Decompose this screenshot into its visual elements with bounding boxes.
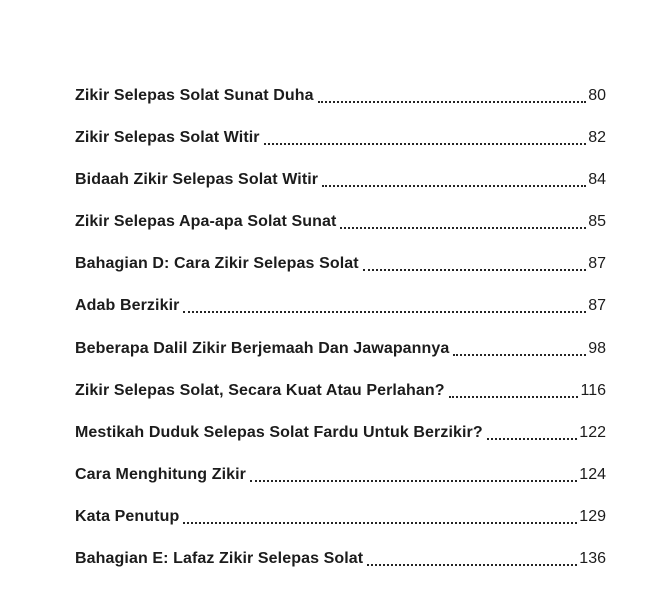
toc-entry-title: Zikir Selepas Apa-apa Solat Sunat — [75, 213, 337, 231]
toc-page-number: 84 — [588, 171, 606, 189]
toc-dot-leader — [363, 269, 587, 271]
toc-entry — [75, 86, 606, 106]
table-of-contents — [75, 86, 606, 591]
toc-entry-title: Adab Berzikir — [75, 297, 180, 315]
toc-dot-leader — [322, 185, 586, 187]
toc-dot-leader — [340, 227, 586, 229]
toc-entry — [75, 254, 606, 274]
toc-page-number: 116 — [580, 381, 606, 399]
toc-dot-leader — [487, 438, 578, 440]
toc-entry-title: Bahagian E: Lafaz Zikir Selepas Solat — [75, 550, 364, 568]
toc-entry — [75, 549, 606, 569]
toc-entry — [75, 381, 606, 401]
toc-page-number: 124 — [579, 465, 606, 483]
toc-page-number: 87 — [588, 255, 606, 273]
toc-entry-title: Mestikah Duduk Selepas Solat Fardu Untuk Berzikir? — [75, 423, 483, 441]
toc-entry-title: Zikir Selepas Solat, Secara Kuat Atau Perlahan? — [75, 381, 445, 399]
toc-dot-leader — [264, 143, 587, 145]
toc-entry — [75, 339, 606, 359]
toc-entry — [75, 296, 606, 316]
toc-page-number: 80 — [588, 87, 606, 104]
toc-entry — [75, 170, 606, 190]
toc-entry-title: Bahagian D: Cara Zikir Selepas Solat — [75, 255, 359, 273]
toc-entry-title: Bidaah Zikir Selepas Solat Witir — [75, 171, 319, 189]
toc-entry — [75, 507, 606, 527]
toc-page-number: 87 — [588, 297, 606, 315]
toc-entry-title: Kata Penutup — [75, 507, 180, 525]
toc-page-number: 85 — [588, 213, 606, 231]
toc-entry-title: Zikir Selepas Solat Witir — [75, 129, 260, 147]
toc-dot-leader — [367, 564, 577, 566]
toc-dot-leader — [183, 522, 577, 524]
toc-entry-title: Beberapa Dalil Zikir Berjemaah Dan Jawapannya — [75, 339, 450, 357]
toc-page-number: 129 — [579, 507, 606, 525]
toc-dot-leader — [318, 101, 587, 103]
toc-entry — [75, 423, 606, 443]
toc-dot-leader — [183, 311, 586, 313]
toc-entry — [75, 128, 606, 148]
toc-page-number: 136 — [579, 550, 606, 568]
toc-page-number: 122 — [579, 423, 606, 441]
toc-page-number: 98 — [588, 339, 606, 357]
toc-dot-leader — [449, 396, 579, 398]
toc-entry — [75, 212, 606, 232]
toc-page-number: 82 — [588, 129, 606, 147]
toc-dot-leader — [453, 354, 586, 356]
toc-entry — [75, 465, 606, 485]
toc-entry-title: Zikir Selepas Solat Sunat Duha — [75, 87, 314, 104]
toc-dot-leader — [250, 480, 577, 482]
toc-entry-title: Cara Menghitung Zikir — [75, 465, 246, 483]
